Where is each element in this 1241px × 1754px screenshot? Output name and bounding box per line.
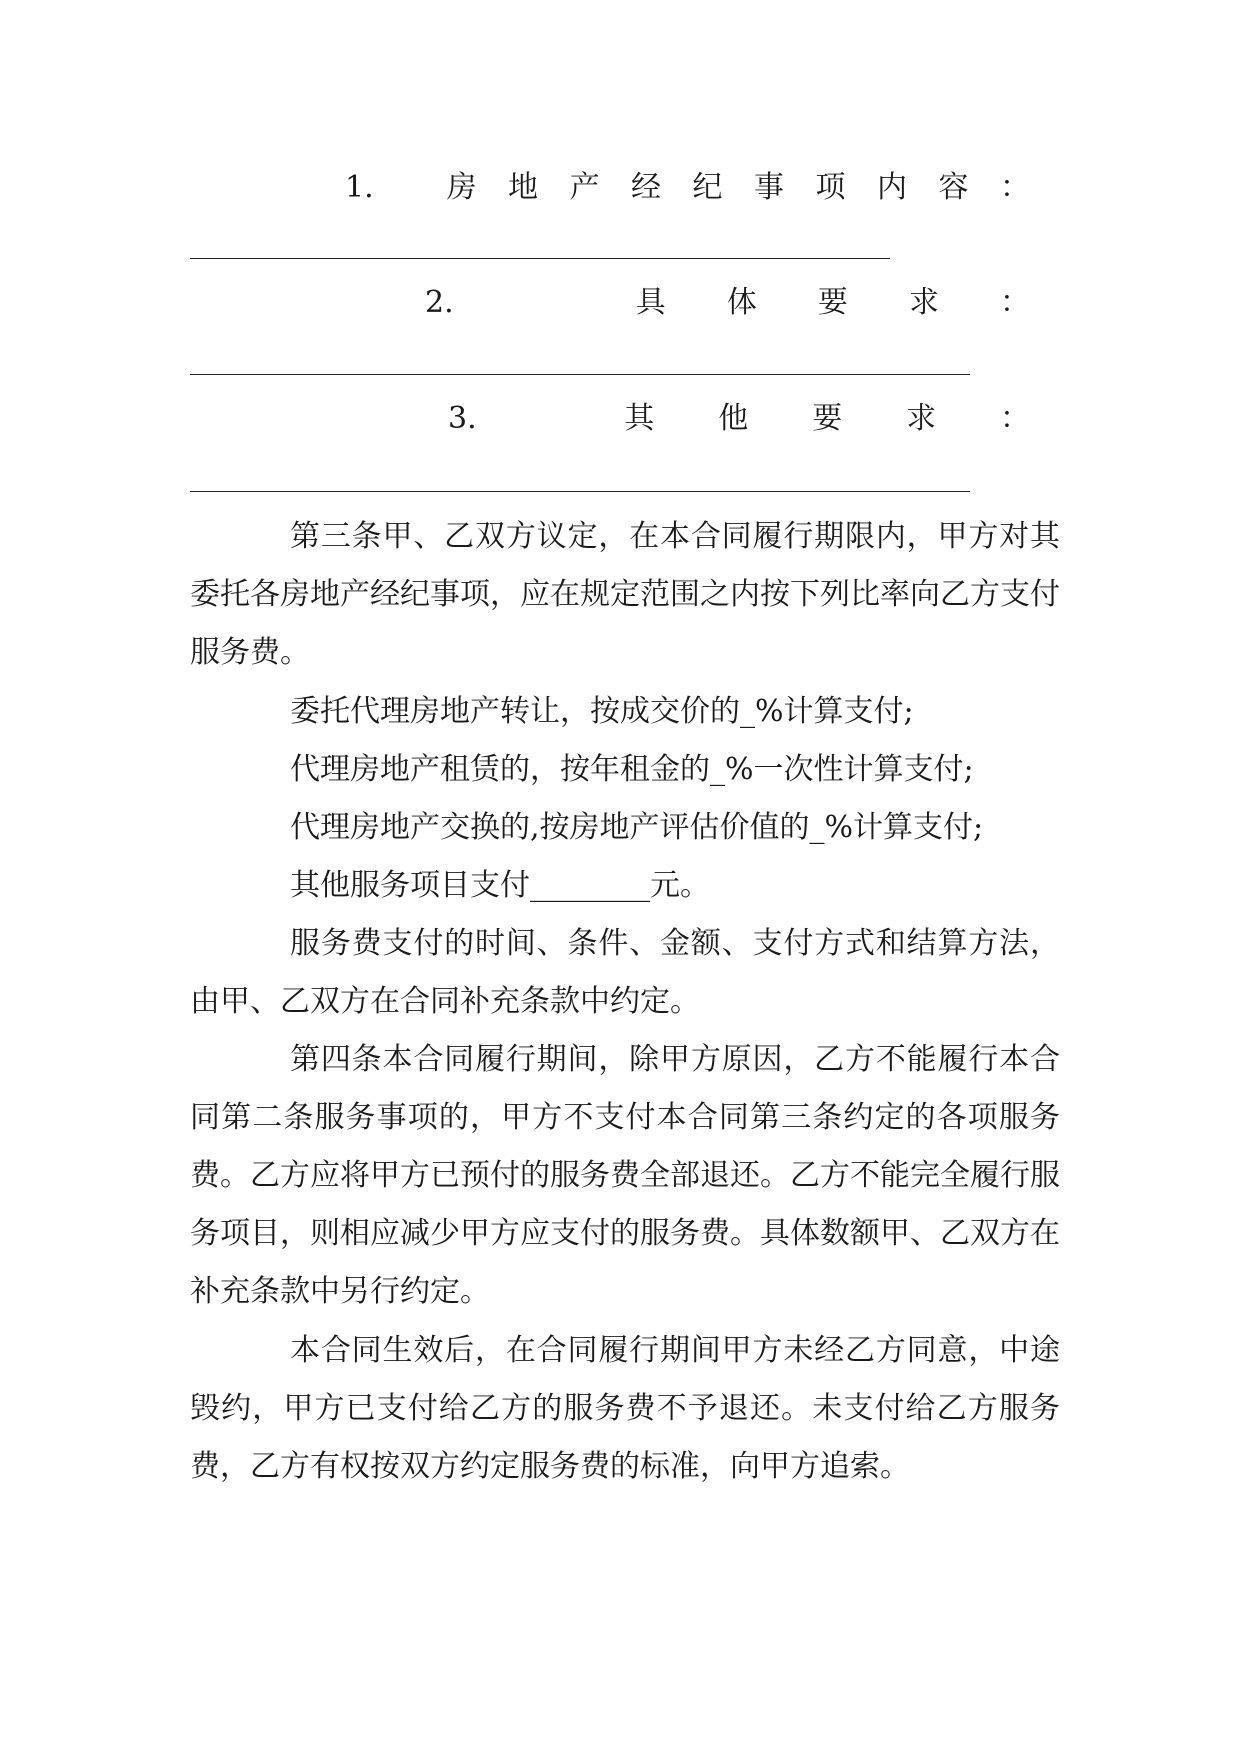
article-3-intro: 第三条甲、乙双方议定，在本合同履行期限内，甲方对其委托各房地产经纪事项，应在规定范围之内按下列比率向乙方支付服务费。 (190, 519, 1060, 670)
item-1-char: 容 (938, 170, 969, 205)
item-2-number: 2. (425, 285, 454, 320)
item-1-char: 纪 (692, 170, 723, 205)
rate-transfer: 委托代理房地产转让，按成交价的_%计算支付; (290, 694, 914, 729)
item-3-colon: ： (999, 401, 1030, 436)
item-3-char: 他 (718, 401, 749, 436)
rate-lease: 代理房地产租赁的，按年租金的_%一次性计算支付; (290, 752, 974, 787)
item-1-char: 经 (631, 170, 662, 205)
item-1-char: 产 (569, 170, 600, 205)
item-3-char: 要 (812, 401, 843, 436)
item-2-char: 体 (726, 285, 757, 320)
item-1-char: 事 (754, 170, 785, 205)
rate-exchange: 代理房地产交换的,按房地产评估价值的_%计算支付; (290, 810, 984, 845)
payment-terms: 服务费支付的时间、条件、金额、支付方式和结算方法，由甲、乙双方在合同补充条款中约定。 (190, 926, 1060, 1019)
article-4-text: 第四条本合同履行期间，除甲方原因，乙方不能履行本合同第二条服务事项的，甲方不支付本合同第三条约定的各项服务费。乙方应将甲方已预付的服务费全部退还。乙方不能完全履行服务项目，则相应减少甲方应支付的服务费。具体数额甲、乙双方在补充条款中另行约定。 (190, 1042, 1060, 1309)
item-2-char: 求 (908, 285, 939, 320)
item-1-heading (345, 168, 1030, 208)
item-3-number: 3. (448, 401, 477, 436)
item-2-heading (425, 283, 1030, 323)
item-1-char: 项 (815, 170, 846, 205)
item-2-char: 具 (635, 285, 666, 320)
rate-other: 其他服务项目支付________元。 (290, 868, 710, 903)
item-3-char: 其 (624, 401, 655, 436)
item-1-colon: ： (999, 170, 1030, 205)
fill-in-line-2 (190, 374, 970, 375)
item-1-char: 地 (508, 170, 539, 205)
item-1-char: 房 (446, 170, 477, 205)
item-1-char: 内 (876, 170, 907, 205)
item-2-colon: ： (1000, 285, 1030, 320)
fill-in-line-3 (190, 491, 970, 492)
fill-in-line-1 (190, 258, 890, 259)
item-1-number: 1. (345, 170, 374, 205)
item-2-char: 要 (817, 285, 848, 320)
article-4-breach: 本合同生效后，在合同履行期间甲方未经乙方同意，中途毁约，甲方已支付给乙方的服务费不予退还。未支付给乙方服务费，乙方有权按双方约定服务费的标准，向甲方追索。 (190, 1333, 1060, 1484)
item-3-char: 求 (906, 401, 937, 436)
item-3-heading (448, 399, 1030, 439)
